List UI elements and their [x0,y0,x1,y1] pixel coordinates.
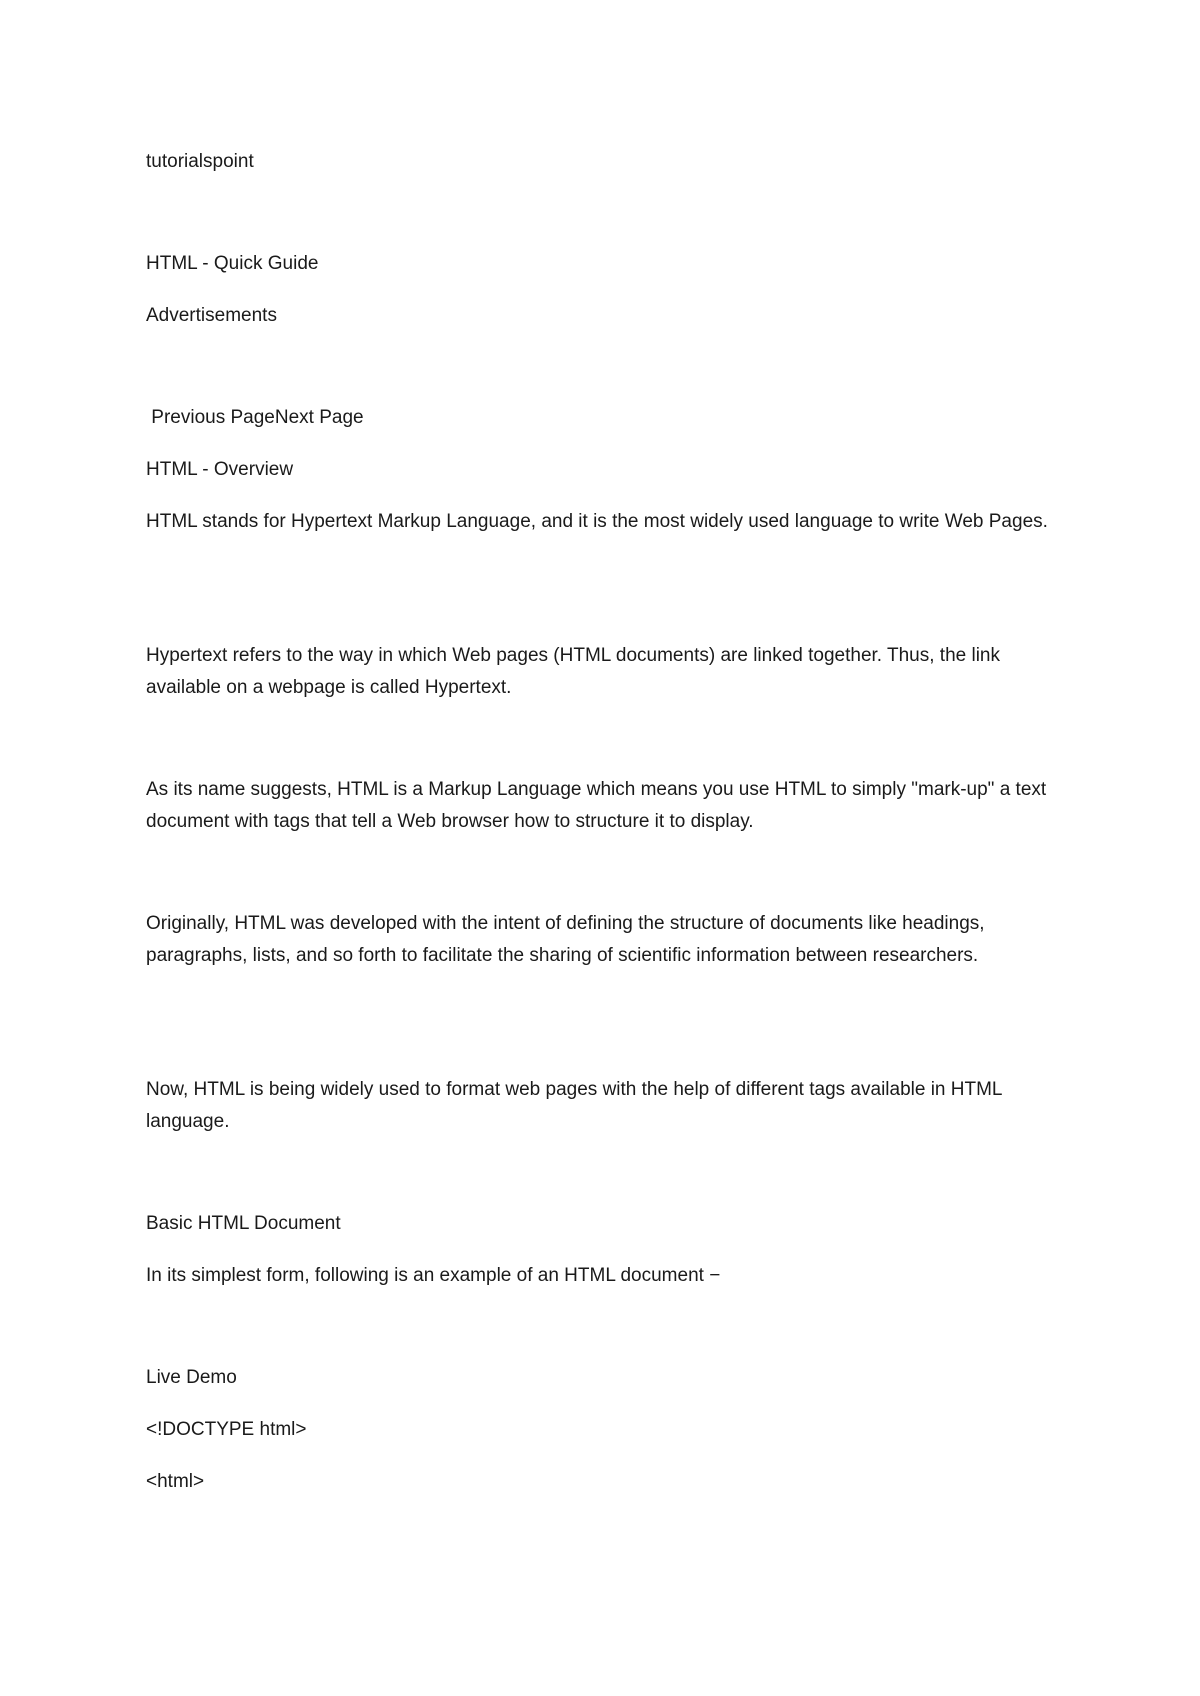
overview-heading: HTML - Overview [146,459,294,480]
code-line: <!DOCTYPE html> [146,1419,307,1440]
previous-page-link[interactable]: Previous Page [146,407,275,428]
site-name: tutorialspoint [146,151,254,172]
page-navigation [146,402,364,434]
overview-paragraph-1: HTML stands for Hypertext Markup Language, and it is the most widely used language to write Web Pages. [146,511,1048,532]
advertisements-label: Advertisements [146,305,277,326]
overview-paragraph-5: Now, HTML is being widely used to format web pages with the help of different tags available in HTML language. [146,1079,1002,1132]
overview-paragraph-4: Originally, HTML was developed with the intent of defining the structure of documents like headings, paragraphs, lists, and so forth to facilitate the sharing of scientific information between researchers. [146,913,985,966]
live-demo-link[interactable]: Live Demo [146,1367,237,1388]
page-title: HTML - Quick Guide [146,253,319,274]
code-line: <html> [146,1471,205,1492]
next-page-link[interactable]: Next Page [274,407,364,428]
overview-paragraph-3: As its name suggests, HTML is a Markup Language which means you use HTML to simply "mark-up" a text document with tags that tell a Web browser how to structure it to display. [146,779,1047,832]
overview-paragraph-2: Hypertext refers to the way in which Web pages (HTML documents) are linked together. Thus, the link available on a webpage is called Hypertext. [146,645,1000,698]
basic-document-heading: Basic HTML Document [146,1213,341,1234]
basic-document-intro: In its simplest form, following is an example of an HTML document − [146,1265,721,1286]
